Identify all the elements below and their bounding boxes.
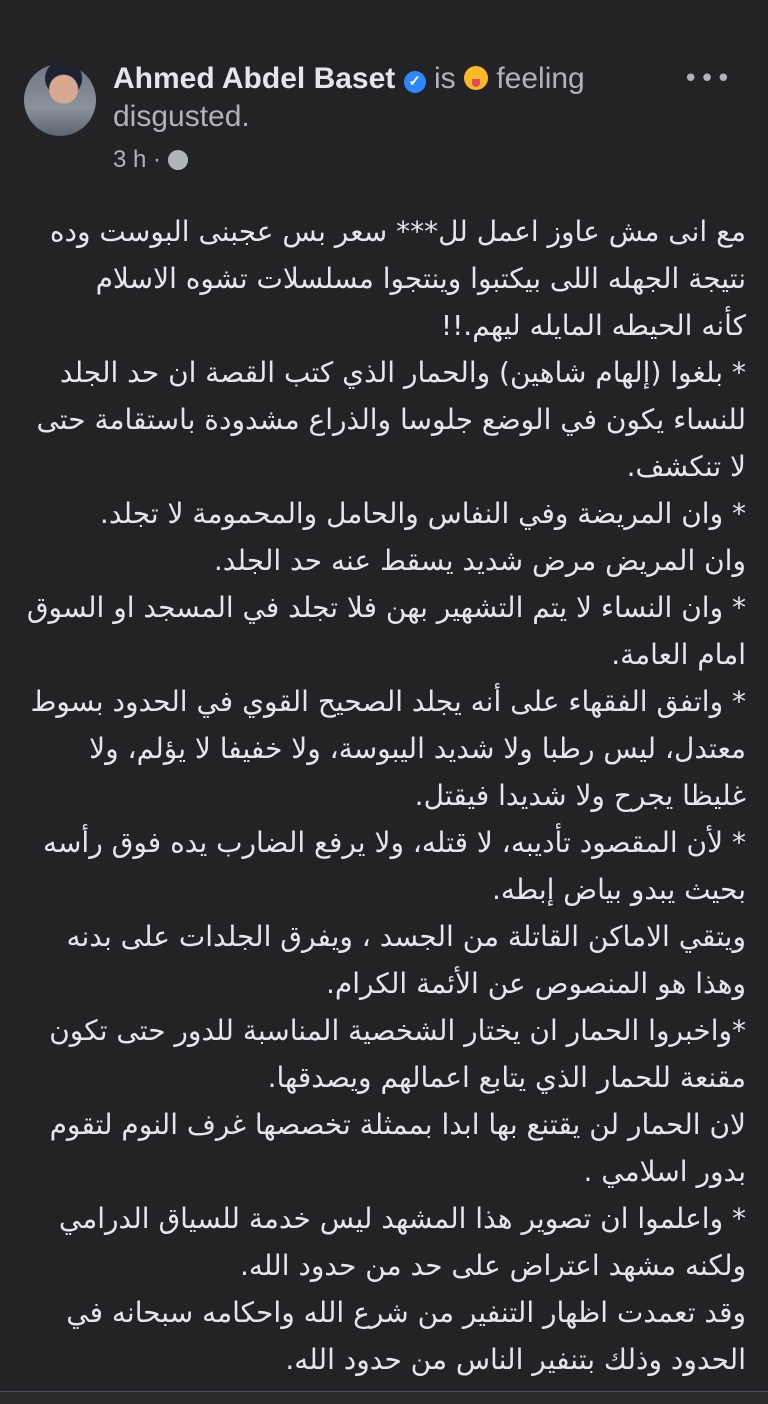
post-text-line: * بلغوا (إلهام شاهين) والحمار الذي كتب القصة ان حد الجلد — [59, 356, 746, 389]
verified-badge-icon: ✓ — [404, 71, 426, 93]
post-text-line: بحيث يبدو بياض إبطه. — [491, 873, 746, 906]
is-text: is — [433, 62, 456, 95]
post-text-line: * لأن المقصود تأديبه، لا قتله، ولا يرفع الضارب يده فوق رأسه — [42, 826, 746, 859]
feeling-value: disgusted. — [113, 100, 250, 133]
post-text-line: الحدود وذلك بتنفير الناس من حدود الله. — [285, 1343, 746, 1376]
post-text-line: مع انى مش عاوز اعمل لل*** سعر بس عجبنى البوست وده — [49, 215, 746, 248]
post-header — [113, 60, 703, 136]
post-text-line: لا تنكشف. — [626, 450, 746, 483]
post-text-line: وان المريض مرض شديد يسقط عنه حد الجلد. — [213, 544, 746, 577]
post-text-line: كأنه الحيطه المايله ليهم.!! — [440, 309, 746, 342]
post-text-line: * واتفق الفقهاء على أنه يجلد الصحيح القوي في الحدود بسوط — [30, 685, 746, 718]
post-text-line: ولكنه مشهد اعتراض على حد من حدود الله. — [240, 1249, 746, 1282]
author-name[interactable]: Ahmed Abdel Baset — [113, 62, 396, 95]
post-text-line: وقد تعمدت اظهار التنفير من شرع الله واحكامه سبحانه في — [66, 1296, 746, 1329]
post-text-line: * وان النساء لا يتم التشهير بهن فلا تجلد في المسجد او السوق — [26, 591, 746, 624]
post-text-line: لان الحمار لن يقتنع بها ابدا بممثلة تخصصها غرف النوم لتقوم — [49, 1108, 746, 1141]
post-text-line: مقنعة للحمار الذي يتابع اعمالهم ويصدقها. — [267, 1061, 746, 1094]
post-text-line: وهذا هو المنصوص عن الأئمة الكرام. — [325, 967, 746, 1000]
post-meta — [113, 146, 188, 174]
globe-icon — [168, 150, 188, 170]
post-text-line: نتيجة الجهله اللى بيكتبوا وينتجوا مسلسلات تشوه الاسلام — [95, 262, 746, 295]
post-body — [16, 208, 746, 1383]
post-text-line: ويتقي الاماكن القاتلة من الجسد ، ويفرق الجلدات على بدنه — [66, 920, 746, 953]
author-avatar[interactable] — [24, 64, 96, 136]
post-text-line: * واعلموا ان تصوير هذا المشهد ليس خدمة للسياق الدرامي — [58, 1202, 746, 1235]
bottom-bar — [0, 1391, 768, 1404]
post-text-line: *واخبروا الحمار ان يختار الشخصية المناسبة للدور حتى تكون — [49, 1014, 746, 1047]
post-text-line: للنساء يكون في الوضع جلوسا والذراع مشدودة باستقامة حتى — [36, 403, 746, 436]
more-options-button[interactable]: ••• — [682, 64, 732, 94]
feeling-text: feeling — [496, 62, 585, 95]
post-text-line: غليظا يجرح ولا شديدا فيقتل. — [414, 779, 746, 812]
post-time[interactable]: 3 h · — [113, 146, 162, 173]
post-text-line: امام العامة. — [611, 638, 746, 671]
post-text-line: معتدل، ليس رطبا ولا شديد اليبوسة، ولا خفيفا لا يؤلم، ولا — [89, 732, 746, 765]
post-text-line: بدور اسلامي . — [583, 1155, 746, 1188]
post-text-line: * وان المريضة وفي النفاس والحامل والمحمومة لا تجلد. — [99, 497, 746, 530]
disgusted-emoji-icon — [464, 66, 488, 90]
